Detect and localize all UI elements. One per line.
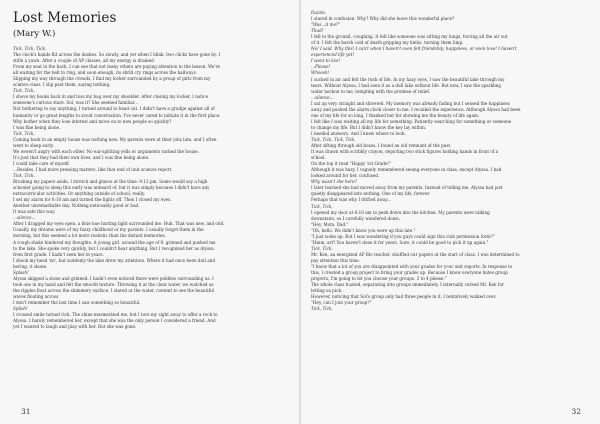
text-line: After I dragged my eyes open, a blue hue hurting light surrounded me. Huh. That was new, and odd.	[13, 221, 225, 227]
text-line: Tick, Tick,	[13, 172, 35, 178]
text-line: Alyssa skipped a stone and grinned. I hadn't even noticed there were pebbles surrounding us. I	[13, 275, 214, 281]
text-line: someone's curious stare. Sol, was it? She seemed familiar...	[13, 100, 139, 106]
text-line: all waiting for the bell to ring, and soon enough, its shrill cry rings across the hallways.	[13, 70, 198, 76]
text-line: Although it was hazy, I vaguely remembered seeing everyone in class, except Alyssa. I had	[311, 167, 502, 173]
text-line: experienced life yet!	[311, 52, 355, 58]
text-line: science class. I slip past them, saying nothing.	[13, 82, 111, 88]
text-line: A rough shake hindered my thoughts. A young girl, around the age of 9, grinned and pushed me	[13, 239, 216, 245]
text-line: Dazzle.	[311, 10, 327, 15]
text-line: tears. Without Alyssa, I had seen it as a dull lake without life. But now, I saw the sparkling	[311, 82, 502, 88]
left-page-text	[13, 46, 289, 330]
text-line: went to sleep early.	[13, 142, 54, 148]
text-line: I sucked in air and felt the rush of life. In my hazy eyes, I saw the beautiful lake through my	[311, 76, 505, 82]
text-line: No! I said. Why this! I can't when I haven't even felt friendship, happiness, or even love! I haven't	[311, 46, 517, 52]
text-line: It was safe this way.	[13, 209, 56, 215]
text-line: "Hmm, art? You haven't done it for years. Sure, it could be good to pick it up again."	[311, 239, 489, 245]
text-line: However, noticing that Sol's group only had three people in it, I tentatively walked over.	[311, 294, 497, 300]
text-line: away and pushed the alarm clock closer to me. I recalled the experience. Although Alyssa had been	[311, 106, 521, 112]
text-line: letting us pick.	[311, 288, 343, 294]
text-line: ...Besides, I had more pressing matters, like that end of unit science report.	[13, 166, 173, 172]
text-line: from first grade. I hadn't seen her in years.	[13, 251, 104, 257]
text-line: Tick, Tick,	[311, 306, 333, 312]
text-line: to change my life. But I didn't know the key lay within.	[311, 124, 427, 130]
text-line: schooler going to sleep this early was unheard of, but it was simply because I didn't have any	[13, 185, 210, 191]
text-line: I needed answers. And I knew where to look.	[311, 130, 406, 136]
text-line: I sat up very straight and shivered. My memory was already fading but I sensed the happiness	[311, 100, 510, 106]
text-line: projects, I'm going to let you choose your groups. 3 to 4 please."	[311, 276, 447, 282]
story-title: Lost Memories	[13, 10, 117, 26]
text-line: I don't remember the last time I saw something so beautiful.	[13, 299, 141, 305]
text-line: ...silence...	[13, 215, 36, 221]
text-line: From my seat in the back, I can see that not many others are paying attention to the lesson. We're	[13, 64, 220, 70]
text-line: "Hey, can I join your group?"	[311, 300, 372, 306]
text-line: It's just that they had their own lives, and I was fine being alone.	[13, 154, 150, 160]
text-line: ...Please!	[311, 64, 331, 70]
left-page	[13, 10, 289, 414]
text-line: I fell to the ground, coughing. It felt like someone was sitting my lungs, forcing all the air out	[311, 34, 508, 40]
text-line: stifle a yawn. After a couple of AP classes, all my energy is drained.	[13, 58, 156, 64]
text-line: After sifting through old boxes, I found an old remnant of the past.	[311, 143, 452, 149]
text-line: yet I wanted to laugh and play with her. But she was gone.	[13, 324, 137, 330]
text-line: "Hey, Mom. Dad."	[311, 221, 349, 227]
text-line: Brushing my papers aside, I stretch and glance at the time. 9:12 pm. Some would say a high	[13, 179, 208, 185]
text-line: We weren't angry with each other. No ear-splitting yells or arguments racked the house.	[13, 148, 200, 154]
text-line: school.	[311, 155, 326, 161]
text-line: boring, it shone.	[13, 263, 48, 269]
text-line: Tick, Tick,	[311, 203, 333, 209]
text-line: Whoosh!	[311, 70, 330, 76]
text-line: "I know that a lot of you are disappointed with your grades for your unit reports. In response to	[311, 263, 513, 269]
text-line: I could take care of myself.	[13, 160, 70, 166]
text-line: the ripples float across the shimmery surface. I stared at the water, content to see the beautiful	[13, 287, 215, 293]
right-page	[311, 10, 589, 414]
text-line: Splash!	[13, 269, 29, 275]
text-line: waves floating across.	[13, 293, 60, 299]
text-line: Splish!	[13, 306, 28, 312]
text-line: Thud!	[311, 28, 324, 34]
text-line: Usually, my dreams were of my fuzzy childhood or my parents. I usually forgot them in the	[13, 227, 204, 233]
right-page-number: 32	[571, 407, 581, 416]
left-page-number: 31	[21, 407, 31, 416]
text-line: Slipping my way through the crowds, I find my locker surrounded by a group of girls from my	[13, 76, 211, 82]
text-line: Tick, Tick,	[13, 130, 35, 136]
story-author: (Mary W.)	[13, 29, 56, 39]
text-line: to the lake. She spoke very quickly, but I couldn't hear anything. But I recognized her as Alyssa	[13, 245, 214, 251]
text-line: I set my alarm for 6:10 am and turned the lights off. Then I closed my eyes.	[13, 197, 172, 203]
text-line: looked around for her, confused.	[311, 173, 380, 179]
text-line: Coming back to an empty house was nothing new. My parents were at their jobs late, and I often	[13, 136, 217, 142]
text-line: "Was...it me?"	[311, 22, 341, 28]
text-line: I opened my door at 6:10 am to peek down into the kitchen. My parents were talking	[311, 209, 490, 215]
text-line: "Oh, hello. We didn't know you were up this late."	[311, 227, 416, 233]
text-line: pay attention this time.	[311, 257, 360, 263]
text-line: this, I created a group project to bring your grades up. Because I know everyone hates group	[311, 270, 508, 276]
text-line: I felt like I was waiting all my life for something. Patiently searching for something or someone	[311, 118, 512, 124]
text-line: It was drawn with scribbly crayon, depicting two stick figures holding hands in front of a	[311, 149, 499, 155]
text-line: downstairs, so I carefully wandered down.	[311, 215, 401, 221]
page-gutter	[299, 0, 301, 424]
text-line: Not bothering to say anything, I turned around to head out. I didn't have a grudge against all of	[13, 106, 215, 112]
text-line: Tick, Tick, Tick,	[13, 46, 47, 51]
text-line: "I just woke up. But I was wondering if you guys could sign this club permission form?"	[311, 233, 495, 239]
text-line: The whole class buzzed, separating into groups immediately. I internally cursed Mr. Ken for	[311, 282, 504, 288]
text-line: I stared in confusion. Why? Why did she leave this wonderful place?	[311, 16, 455, 22]
text-line: I shove my books back in and toss my bag over my shoulder. After closing my locker, I notice	[13, 94, 209, 100]
text-line: ...silence...	[311, 94, 334, 100]
text-line: Perhaps that was why I drifted away...	[311, 197, 392, 203]
text-line: I was fine being alone.	[13, 124, 61, 130]
text-line: morning, but this seemed a lot more realistic than the distant memories.	[13, 233, 166, 239]
text-line: On the top it read "Happy 1st Grade!"	[311, 161, 391, 167]
text-line: quietly disappeared into nothing. One of my life, forever.	[311, 191, 431, 197]
text-line: Why wasn't she here?	[311, 179, 357, 185]
text-line: humanity or go great lengths to avoid conversation. I've never cared to initiate it in the first place.	[13, 112, 221, 118]
text-line: Alyssa. I barely remembered her, except that she was the only person I considered a friend. And	[13, 318, 216, 324]
text-line: I later learned she had moved away from my parents. Instead of telling me, Alyssa had just	[311, 185, 503, 191]
text-line: Another unremarkable day. Nothing noticeably good or bad.	[13, 203, 140, 209]
text-line: Mr. Ken, an energized AP Bio teacher, shuffled our papers at the start of class. I was determined to	[311, 251, 520, 257]
text-line: I shook my head 'no', but suddenly the lake drew my attention. Where it had once been dull and	[13, 257, 215, 263]
text-line: extracurricular activities. Or anything outside of school, really.	[13, 191, 146, 197]
text-line: Tick, Tick, Tick, Tick,	[311, 136, 356, 142]
text-line: one of my life for so long, I thanked her for showing me the beauty of life again.	[311, 112, 480, 118]
text-line: took one in my hand and felt the smooth texture. Throwing it at the clear water, we watched as	[13, 281, 214, 287]
text-line: I crossed smile turned rich. The shine mesmerized me, but I tore my sight away to offer a rock to	[13, 312, 218, 318]
text-line: of it. I felt the harsh cold of death gripping my limbs, turning them limp.	[311, 40, 464, 46]
text-line: Tick, Tick,	[311, 245, 333, 251]
text-line: water beckon to me, tempting with the promise of relief.	[311, 88, 431, 94]
right-page-text	[311, 10, 589, 312]
text-line: The clock's hands flit across the dashes. So slowly, and yet when I blink, two clicks have gone by. I	[13, 52, 220, 58]
text-line: Tick, Tick,	[13, 88, 35, 94]
text-line: Why bother when they lose interest and move on to new people so quickly?	[13, 118, 172, 124]
text-line: I want to live!	[311, 58, 341, 64]
